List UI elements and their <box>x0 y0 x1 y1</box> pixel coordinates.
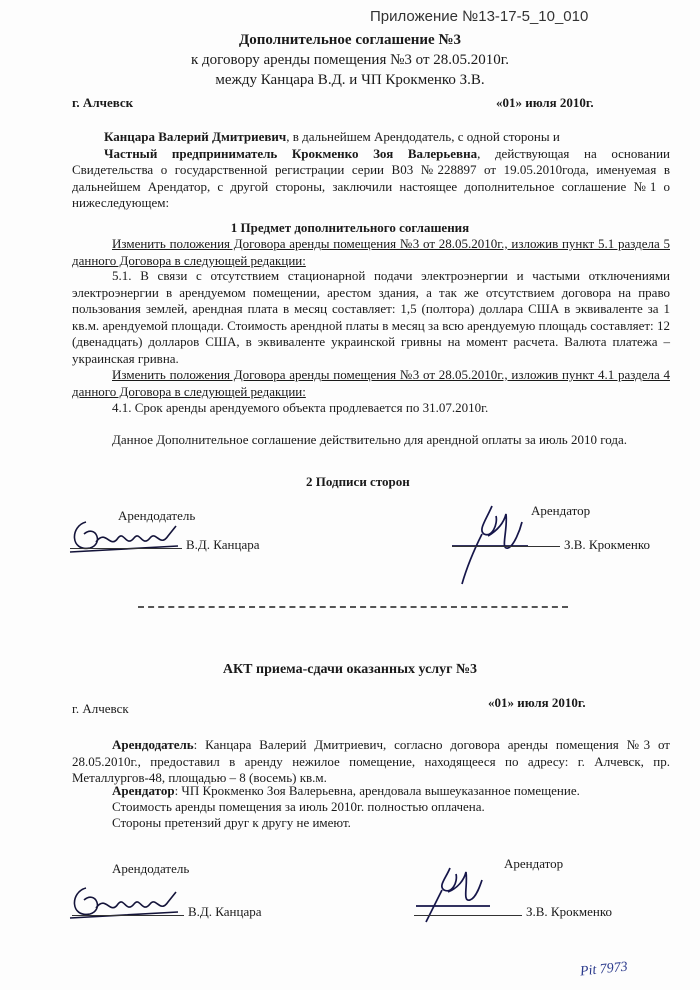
clause-5-1: 5.1. В связи с отсутствием стационарной подачи электроэнергии и частыми отключениями электроэнергии в арендуемом помещении, арестом здания, а так же отсутствием договора на право пользования землей, арендная плата в месяц составляет: 1,5 (полтора) доллара США в эквиваленте за 1 кв.м. арендуемой площади. Стоимость арендной платы в месяц за всю арендуемую площадь составляет: 12 (двенадцать) долларов США, в эквиваленте украинской гривны на момент расчета. Валюта платежа – украинская гривна. <box>72 268 670 366</box>
section-divider <box>138 606 568 608</box>
act-lessee-sign-label: Арендатор <box>504 856 564 871</box>
agreement-subtitle-2: между Канцара В.Д. и ЧП Крокменко З.В. <box>215 72 485 88</box>
section-2-title: 2 Подписи сторон <box>306 474 410 489</box>
appendix-stamp: Приложение №13-17-5_10_010 <box>370 8 589 25</box>
act-lessee-signature-name: З.В. Крокменко <box>526 904 613 919</box>
lessor-signature-line <box>70 548 182 549</box>
agreement-intro <box>72 129 670 212</box>
handwritten-mark: Pit 7973 <box>579 959 629 980</box>
lessor-label: Арендодатель <box>118 508 196 523</box>
lessee-signature-name: З.В. Крокменко <box>564 537 651 552</box>
intro-text-1: , в дальнейшем Арендодатель, с одной стороны и <box>286 129 560 144</box>
section-1-title: 1 Предмет дополнительного соглашения <box>230 220 470 235</box>
act-paragraph-1 <box>72 737 670 787</box>
clause-4-1: 4.1. Срок аренды арендуемого объекта продлевается по 31.07.2010г. <box>112 400 489 415</box>
act-lessee-signature-icon <box>414 862 494 926</box>
act-city: г. Алчевск <box>72 701 129 716</box>
act-lessor-text: : Канцара Валерий Дмитриевич, согласно договора аренды помещения №3 от 28.05.2010г., предоставил в аренду нежилое помещение, находящееся по адресу: г. Алчевск, пр. Металлургов-48, площадью – 8 (восемь) кв.м. <box>72 737 670 785</box>
lessor-full-name: Канцара Валерий Дмитриевич <box>104 129 287 144</box>
lessor-signature-icon <box>66 508 186 560</box>
act-paragraph-4: Стороны претензий друг к другу не имеют. <box>112 815 351 830</box>
lessee-signature-icon <box>448 500 532 590</box>
act-lessor-sign-label: Арендодатель <box>112 861 190 876</box>
act-date: «01» июля 2010г. <box>488 695 586 710</box>
act-lessor-signature-line <box>72 915 184 916</box>
lessor-signature-name: В.Д. Канцара <box>186 537 260 552</box>
act-lessor-signature-icon <box>66 874 186 926</box>
act-paragraph-3: Стоимость аренды помещения за июль 2010г. полностью оплачена. <box>112 799 485 814</box>
change-clause-1: Изменить положения Договора аренды помещения №3 от 28.05.2010г., изложив пункт 5.1 раздела 5 данного Договора в следующей редакции: <box>72 236 670 268</box>
intro-text-2: , действующая на основании Свидетельства о государственной регистрации серии В03 №228897 от 19.05.2010года, именуемая в дальнейшем Арендатор, с другой стороны, заключили настоящее дополнительное соглашение №1 о нижеследующем: <box>72 145 670 210</box>
validity-clause: Данное Дополнительное соглашение действительно для арендной оплаты за июль 2010 года. <box>112 432 627 447</box>
act-paragraph-2 <box>72 783 670 800</box>
lessee-full-name: Частный предприниматель Крокменко Зоя Валерьевна <box>104 145 478 161</box>
agreement-title: Дополнительное соглашение №3 <box>238 32 462 48</box>
agreement-subtitle-1: к договору аренды помещения №3 от 28.05.2010г. <box>191 52 509 68</box>
act-lessee-signature-line <box>414 915 522 916</box>
agreement-date: «01» июля 2010г. <box>496 95 594 110</box>
act-title: АКТ приема-сдачи оказанных услуг №3 <box>222 662 478 677</box>
agreement-city: г. Алчевск <box>72 95 134 110</box>
change-clause-2: Изменить положения Договора аренды помещения №3 от 28.05.2010г., изложив пункт 4.1 раздела 4 данного Договора в следующей редакции: <box>72 367 670 399</box>
act-lessor-signature-name: В.Д. Канцара <box>188 904 262 919</box>
act-lessee-label: Арендатор <box>112 783 175 798</box>
act-lessor-label: Арендодатель <box>112 737 194 752</box>
lessee-label: Арендатор <box>531 503 591 518</box>
act-lessee-text: : ЧП Крокменко Зоя Валерьевна, арендовала вышеуказанное помещение. <box>174 783 580 798</box>
lessee-signature-line <box>452 546 560 547</box>
